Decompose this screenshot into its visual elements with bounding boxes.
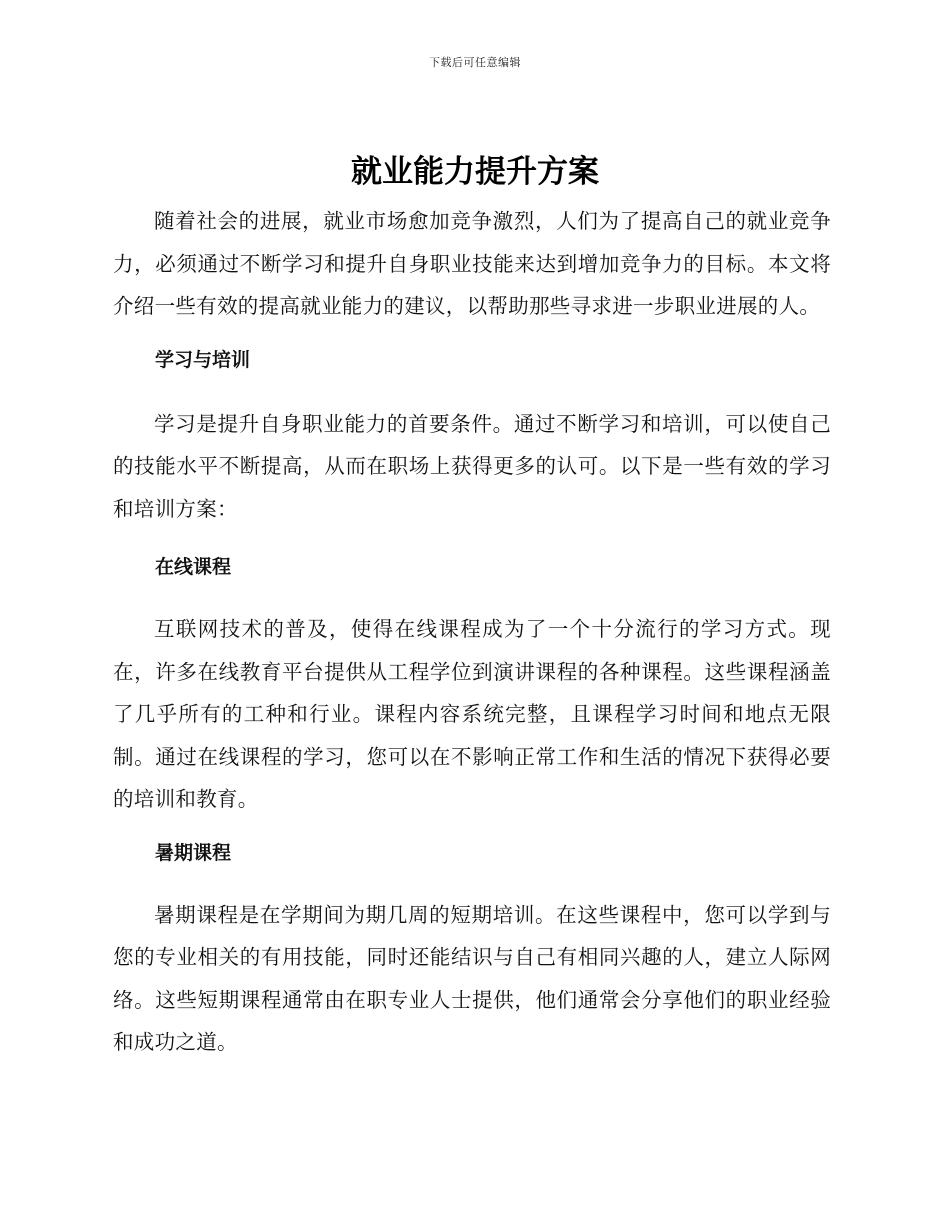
document-title: 就业能力提升方案	[351, 154, 599, 190]
section-heading-study-training: 学习与培训	[155, 348, 251, 371]
document-body	[113, 200, 831, 1064]
section-heading-online-courses: 在线课程	[155, 556, 232, 578]
intro-paragraph: 随着社会的进展，就业市场愈加竞争激烈，人们为了提高自己的就业竞争力，必须通过不断学习和提升自身职业技能来达到增加竞争力的目标。本文将介绍一些有效的提高就业能力的建议，以帮助那些寻求进一步职业进展的人。	[113, 209, 831, 318]
header-note: 下载后可任意编辑	[429, 56, 521, 69]
section-paragraph-online-courses: 互联网技术的普及，使得在线课程成为了一个十分流行的学习方式。现在，许多在线教育平台提供从工程学位到演讲课程的各种课程。这些课程涵盖了几乎所有的工种和行业。课程内容系统完整，且课程学习时间和地点无限制。通过在线课程的学习，您可以在不影响正常工作和生活的情况下获得必要的培训和教育。	[113, 617, 831, 811]
section-paragraph-summer-courses: 暑期课程是在学期间为期几周的短期培训。在这些课程中，您可以学到与您的专业相关的有用技能，同时还能结识与自己有相同兴趣的人，建立人际网络。这些短期课程通常由在职专业人士提供，他们通常会分享他们的职业经验和成功之道。	[113, 902, 831, 1054]
section-paragraph-study-training: 学习是提升自身职业能力的首要条件。通过不断学习和培训，可以使自己的技能水平不断提高，从而在职场上获得更多的认可。以下是一些有效的学习和培训方案：	[113, 411, 831, 521]
section-heading-summer-courses: 暑期课程	[155, 841, 232, 864]
